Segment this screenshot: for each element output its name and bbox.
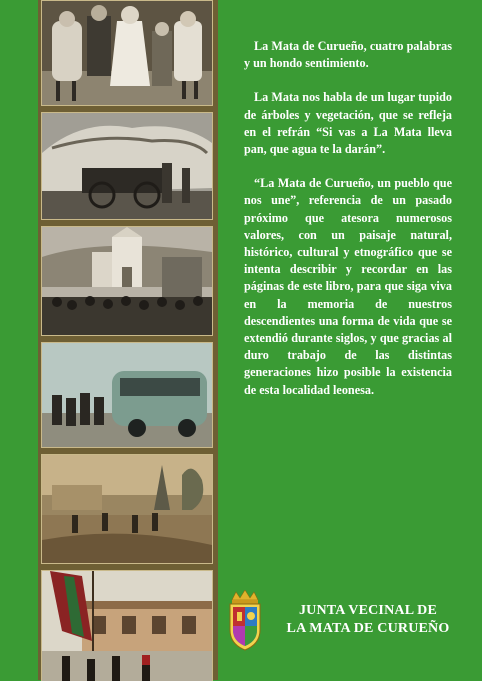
photo-flag-festival xyxy=(41,570,213,681)
photo-children-portrait xyxy=(41,0,213,106)
organization-line-2: LA MATA DE CURUEÑO xyxy=(286,621,450,636)
body-text xyxy=(244,38,452,416)
paragraph-1: La Mata de Curueño, cuatro palabras y un hondo sentimiento. xyxy=(244,39,452,71)
paragraph-2: La Mata nos habla de un lugar tupido de árboles y vegetación, que se refleja en el refrán “Si vas a La Mata lleva pan, que agua te la darán”. xyxy=(244,90,452,157)
coat-of-arms-icon xyxy=(226,590,264,652)
photo-bus-crowd xyxy=(41,342,213,448)
paragraph-3: “La Mata de Curueño, un pueblo que nos une”, referencia de un pasado próximo que atesora numerosos valores, con un paisaje natural, histórico, cultural y etnográfico que se intenta describir y recordar en las páginas de este libro, para que siga viva en la memoria de nuestros descendientes una forma de vida que se extendió durante siglos, y que gracias al duro trabajo de las distintas generaciones hizo posible la existencia de esta localidad leonesa. xyxy=(244,176,452,397)
organization-line-1: JUNTA VECINAL DE xyxy=(298,603,438,618)
photo-village-construction xyxy=(41,454,213,564)
photo-strip xyxy=(38,0,218,680)
photo-ox-cart-hay xyxy=(41,112,213,220)
organization-name xyxy=(268,602,468,638)
photo-church-procession xyxy=(41,226,213,336)
